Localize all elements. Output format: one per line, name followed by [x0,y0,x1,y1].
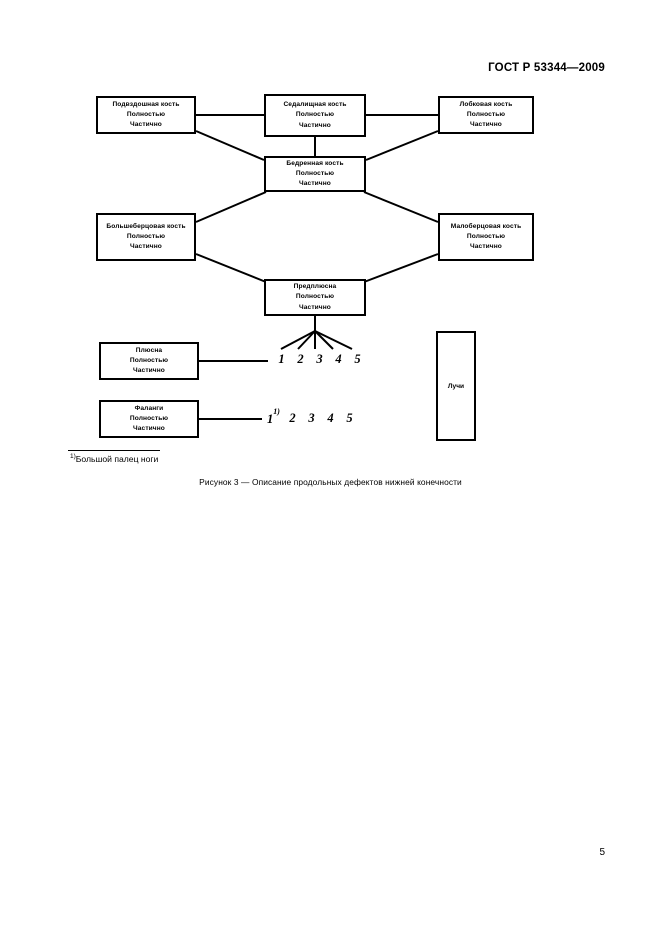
phalanges-ray-numbers [264,407,359,427]
metatarsus-ray-1: 1 [278,352,285,366]
node-tibia[interactable] [96,213,196,261]
node-phalanges-title: Фаланги [134,404,164,412]
phalanges-ray-1-footnote-marker: 1) [273,407,280,416]
metatarsus-ray-3: 3 [316,352,323,366]
node-ilium-option-partial: Частично [130,121,162,129]
footnote-marker: 1) [70,453,76,460]
node-pubis[interactable] [438,96,534,134]
metatarsus-ray-2: 2 [297,352,304,366]
metatarsus-ray-5: 5 [354,352,361,366]
metatarsus-ray-4: 4 [335,352,342,366]
phalanges-ray-5: 5 [346,411,353,425]
node-tibia-option-partial: Частично [130,243,162,251]
node-fibula-option-partial: Частично [470,243,502,251]
metatarsus-ray-numbers [272,352,367,367]
node-phalanges[interactable] [99,400,199,438]
node-tibia-title: Большеберцовая кость [106,222,186,230]
node-phalanges-option-full: Полностью [129,414,169,422]
rays-box-label: Лучи [447,382,465,390]
node-fibula-title: Малоберцовая кость [450,222,522,230]
footnote [70,453,158,464]
phalanges-ray-1: 11) [267,407,280,427]
node-femur-option-full: Полностью [295,169,335,177]
node-pubis-option-full: Полностью [466,110,506,118]
node-ilium[interactable] [96,96,196,134]
node-femur-option-partial: Частично [299,180,331,188]
node-metatarsus-title: Плюсна [135,346,163,354]
node-ilium-title: Подвздошная кость [112,100,180,108]
node-tibia-option-full: Полностью [126,232,166,240]
node-tarsus-title: Предплюсна [293,283,337,291]
node-pubis-option-partial: Частично [470,121,502,129]
footnote-text: Большой палец ноги [75,453,159,464]
phalanges-ray-3: 3 [308,411,315,425]
node-tarsus[interactable] [264,279,366,316]
page-number: 5 [599,847,605,858]
node-ischium-option-full: Полностью [295,111,335,119]
phalanges-ray-4: 4 [327,411,334,425]
node-metatarsus-option-partial: Частично [133,367,165,375]
phalanges-ray-2: 2 [289,411,296,425]
node-ilium-option-full: Полностью [126,110,166,118]
node-ischium-option-partial: Частично [299,121,331,129]
footnote-divider [68,450,160,451]
node-phalanges-option-partial: Частично [133,425,165,433]
node-femur[interactable] [264,156,366,192]
standard-header: ГОСТ Р 53344—2009 [488,62,605,74]
node-ischium-title: Седалищная кость [283,101,347,109]
rays-box[interactable] [436,331,476,441]
node-ischium[interactable] [264,94,366,137]
node-tarsus-option-full: Полностью [295,293,335,301]
node-femur-title: Бедренная кость [286,159,344,167]
node-pubis-title: Лобковая кость [459,100,513,108]
node-metatarsus[interactable] [99,342,199,380]
figure-caption: Рисунок 3 — Описание продольных дефектов нижней конечности [199,477,462,487]
node-metatarsus-option-full: Полностью [129,356,169,364]
node-tarsus-option-partial: Частично [299,303,331,311]
node-fibula[interactable] [438,213,534,261]
node-fibula-option-full: Полностью [466,232,506,240]
